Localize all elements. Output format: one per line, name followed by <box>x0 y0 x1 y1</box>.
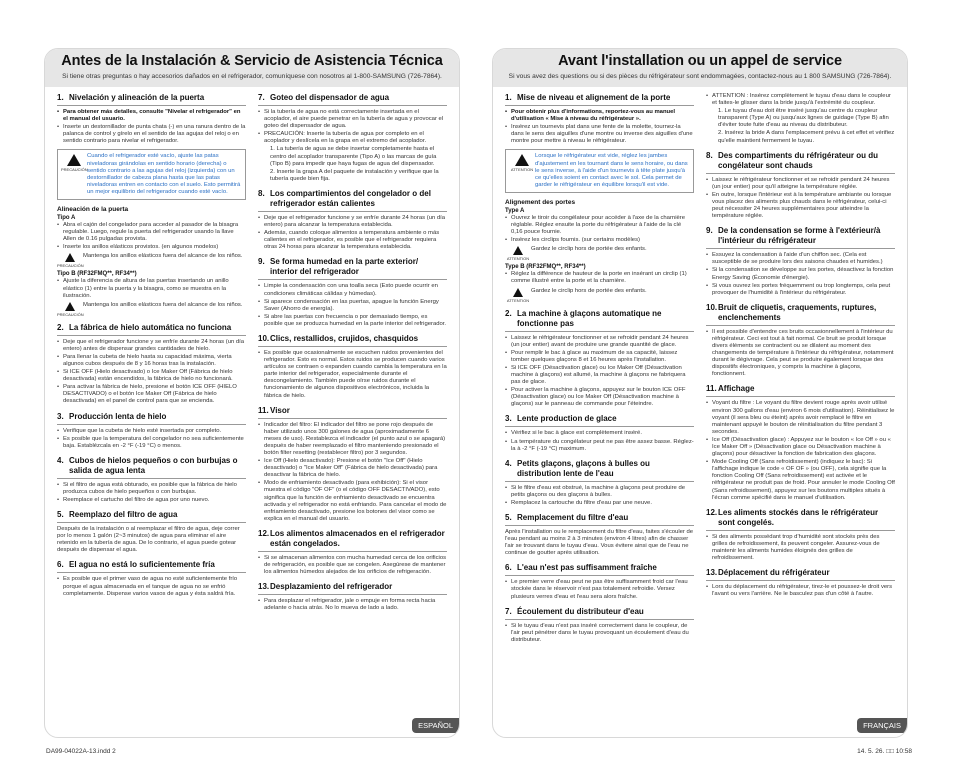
list-item: • Si vous ouvrez les portes fréquemment ou trop longtemps, cela peut provoquer de l'humidité à l'intérieur du réfrigérateur. <box>706 283 895 297</box>
section-title: La fábrica de hielo automática no funciona <box>69 322 232 332</box>
note-text: Mantenga los anillos elásticos fuera del alcance de los niños. <box>83 253 243 260</box>
list-item: • Verifique que la cubeta de hielo esté insertada por completo. <box>57 428 246 435</box>
list-item: • Ouvrez le tiroir du congélateur pour accéder à l'axe de la charnière réglable. Réglez ensuite la porte du réfrigérateur à l'aide de la clé 0,16 pouce fournie. <box>505 215 694 236</box>
section-title: Nivelación y alineación de la puerta <box>69 93 205 102</box>
caution-box <box>57 149 246 200</box>
column-left <box>505 93 694 715</box>
caution-label: ATTENTION <box>510 167 534 173</box>
caution-text: Cuando el refrigerador esté vacío, ajuste las patas niveladoras girándolas en sentido horario (derecha) o sentido contrario a las agujas del reloj (izquierda) con un destornillador de cabeza plana hasta que las patas niveladoras entren en contacto con el suelo. Esto permitirá un mejor equilibrio del refrigerador cuando esté vacío. <box>87 153 241 195</box>
section-title: Des compartiments du réfrigérateur ou du congélateur sont chauds <box>718 150 879 170</box>
list-item: • En outre, lorsque l'intérieur est à la température ambiante ou lorsque vous placez des aliments plus chauds dans le réfrigérateur, celui-ci peut nécessiter 24 heures supplémentaires pour atteindre la température réglée. <box>706 192 895 220</box>
list-item: • Réglez la différence de hauteur de la porte en insérant un circlip (1) comme illustré entre la porte et la charnière. <box>505 271 694 285</box>
section-number: 2. <box>57 322 64 332</box>
section-1 <box>57 93 246 317</box>
section-number: 3. <box>505 414 512 424</box>
section-number: 6. <box>57 560 64 570</box>
caution-label: ATTENTION <box>506 256 530 262</box>
section-title: Cubos de hielos pequeños o con burbujas o salida de agua lenta <box>69 455 238 475</box>
section-9 <box>258 257 447 328</box>
list-item: • Si des aliments possédant trop d'humidité sont stockés près des grilles de refroidissement, ils peuvent congeler. Assurez-vous de maintenir les aliments humides éloignés des grilles de refroidissement. <box>706 534 895 562</box>
section-number: 4. <box>57 455 64 465</box>
section-13 <box>258 582 447 612</box>
section-title: Mise de niveau et alignement de la porte <box>517 93 671 102</box>
list-item: 2. Insérez la bride A dans l'emplacement prévu à cet effet et vérifiez qu'elle maintient fermement le tuyau. <box>718 130 895 144</box>
section-number: 5. <box>57 510 64 520</box>
list-item: • Insérez les circlips fournis. (sur certains modèles) <box>505 237 694 244</box>
section-title: Reemplazo del filtro de agua <box>69 510 178 520</box>
section-2 <box>57 323 246 406</box>
list-item: • Para obtener más detalles, consulte "Nivelar el refrigerador" en el manual del usuario. <box>57 109 246 123</box>
caution-icon <box>513 288 523 297</box>
list-item: • Es posible que el primer vaso de agua no esté suficientemente frío porque el agua almacenada en el tanque de agua no se enfrió completamente. Dispense varios vasos de agua y ésta saldrá fría. <box>57 576 246 597</box>
caution-icon <box>65 302 75 311</box>
list-item: • Ice Off (Hielo desactivado): Presione el botón "Ice Off" (Hielo desactivado) o "Ice Maker Off" (Fábrica de hielo desactivada) para desactivar la fábrica de hielo. <box>258 458 447 479</box>
type-label: Tipo A <box>57 215 76 222</box>
section-title: Clics, restallidos, crujidos, chasquidos <box>270 333 419 343</box>
list-item: • La température du congélateur peut ne pas être assez basse. Réglez-la à -2 °F (-19 °C) maximum. <box>505 439 694 453</box>
section-6 <box>505 563 694 600</box>
section-title: Lente production de glace <box>517 414 617 424</box>
section-4 <box>505 459 694 507</box>
section-2 <box>505 309 694 409</box>
section-title: Bruit de cliquetis, craquements, ruptures, enclenchements <box>718 302 877 322</box>
language-tab: ESPAÑOL <box>412 718 459 733</box>
list-item: • Limpie la condensación con una toalla seca (Esto puede ocurrir en condiciones climáticas cálidas y húmedas). <box>258 283 447 297</box>
list-item: • Laissez le réfrigérateur fonctionner et se refroidir pendant 24 heures (un jour entier) avant de produire une grande quantité de glace. <box>505 335 694 349</box>
note <box>505 246 694 261</box>
list-item: • Indicador del filtro: El indicador del filtro se pone rojo después de haber utilizado unos 300 galones de agua (aproximadamente 6 meses de uso). Restablezca el indicador (el punto azul o se apagará) después de haber reemplazado el filtro manteniendo presionado el botón filter resetting (restablecer filtro) por 3 segundos. <box>258 422 447 457</box>
section-3 <box>57 412 246 450</box>
section-12 <box>258 529 447 576</box>
section-title: Los compartimientos del congelador o del refrigerador están calientes <box>270 188 431 208</box>
section-number: 8. <box>706 150 713 160</box>
caution-icon <box>515 154 529 166</box>
section-title: Écoulement du distributeur d'eau <box>517 606 644 616</box>
section-number: 10. <box>706 302 718 312</box>
subheading: Alignement des portes <box>505 198 576 206</box>
page-subtitle: Si tiene otras preguntas o hay accesorios dañados en el refrigerador, comuníquese con nosotros al 1-800-SAMSUNG (726-7864). <box>62 73 442 80</box>
list-item: • Insérez un tournevis plat dans une fente de la molette, tournez-la dans le sens des aiguilles d'une montre ou inverse des aiguilles d'une montre pour mettre à niveau le réfrigérateur. <box>505 124 694 145</box>
list-item: • Reemplace el cartucho del filtro de agua por uno nuevo. <box>57 497 246 504</box>
list-item: • Para activar la fábrica de hielo, presione el botón ICE OFF (HIELO DESACTIVADO) o el botón Ice Maker Off (Fábrica de hielo desactivada) en el panel de control para que se encienda. <box>57 384 246 405</box>
list-item: • Además, cuando coloque alimentos a temperatura ambiente o más calientes en el refrigerador, es posible que el refrigerador requiera otras 24 horas para alcanzar la temperatura establecida. <box>258 230 447 251</box>
section-number: 9. <box>706 226 713 236</box>
section-6 <box>57 560 246 597</box>
page-title: Avant l'installation ou un appel de service <box>558 53 842 69</box>
list-item: 1. La tubería de agua se debe insertar completamente hasta el centro del acoplador transparente (Tipo A) o las marcas de guía (Tipo B) para impedir que haya fugas de agua del dispensador. <box>270 146 437 167</box>
caution-label: PRECAUCIÓN <box>57 311 84 317</box>
section-number: 11. <box>706 384 717 394</box>
section-title: La machine à glaçons automatique ne fonctionne pas <box>517 308 662 328</box>
section-number: 2. <box>505 308 512 318</box>
list-item: • Si la tubería de agua no está correctamente insertada en el acoplador, el aire puede penetrar en la tubería de agua y provocar el goteo del dispensador de agua. <box>258 109 447 130</box>
section-title: Los alimentos almacenados en el refrigerador están congelados. <box>270 528 445 548</box>
list-item: • Pour obtenir plus d'informations, reportez-vous au manuel d'utilisation « Mise à niveau du réfrigérateur ». <box>505 109 694 123</box>
list-item: • Si el filtro de agua está obturado, es posible que la fábrica de hielo produzca cubos de hielo pequeños o con burbujas. <box>57 482 246 496</box>
type-label: Type A <box>505 207 525 214</box>
paragraph: Après l'installation ou le remplacement du filtre d'eau, faites s'écouler de l'eau pendant au moins 2 à 3 minutes (environ 4 litres) afin de chasser l'air se trouvant dans le tuyau d'eau. Vous évitere ainsi que de l'eau ne continue de goutter après utilisation. <box>505 529 694 557</box>
section-1 <box>505 93 694 303</box>
caution-icon <box>67 154 81 166</box>
section-12 <box>706 508 895 562</box>
list-item: • ATTENTION : Insérez complètement le tuyau d'eau dans le coupleur et faites-le glisser dans la bride jusqu'à l'extrémité du coupleur. <box>706 93 895 107</box>
caution-icon <box>65 253 75 262</box>
section-10 <box>706 303 895 379</box>
page-header <box>493 49 907 87</box>
section-title: Déplacement du réfrigérateur <box>718 568 830 578</box>
list-item: • Si ICE OFF (Hielo desactivado) o Ice Maker Off (Fábrica de hielo desactivada) están encendidos, la fábrica de hielo no funcionará. <box>57 369 246 383</box>
list-item: • Essuyez la condensation à l'aide d'un chiffon sec. (Cela est susceptible de se produire lors des saisons chaudes et humides.) <box>706 252 895 266</box>
list-item: • Laissez le réfrigérateur fonctionner et se refroidir pendant 24 heures (un jour entier) pour qu'il atteigne la température réglée. <box>706 177 895 191</box>
list-item: • Inserte los anillos elásticos provistos. (en algunos modelos) <box>57 244 246 251</box>
column-right <box>258 93 447 715</box>
section-7-continued <box>706 93 895 145</box>
section-5 <box>505 513 694 557</box>
french-page <box>492 48 908 738</box>
section-number: 3. <box>57 411 64 421</box>
section-number: 7. <box>505 606 512 616</box>
spanish-page <box>44 48 460 738</box>
section-10 <box>258 334 447 400</box>
list-item: • Si ICE OFF (Désactivation glace) ou Ice Maker Off (Désactivation machine à glaçons) est allumé, la machine à glaçons ne fabriquera pas de glace. <box>505 365 694 386</box>
section-title: El agua no está lo suficientemente fría <box>69 560 215 570</box>
section-title: Desplazamiento del refrigerador <box>270 582 393 592</box>
paragraph: Después de la instalación o al reemplazar el filtro de agua, deje correr por lo menos 1 galón (2~3 minutos) de agua para eliminar el aire retenido en la tubería de agua. De lo contrario, el agua puede gotear después de dispensar el agua. <box>57 526 240 554</box>
note-text: Gardez le circlip hors de portée des enfants. <box>531 246 647 253</box>
list-item: • Pour activer la machine à glaçons, appuyez sur le bouton ICE OFF (Désactivation glace) ou Ice Maker Off (Désactivation machine à glaçons) sur le panneau de commande pour l'éteindre. <box>505 387 694 408</box>
list-item: • Abra el cajón del congelador para acceder al pasador de la bisagra regulable. Luego, regule la puerta del refrigerador usando la llave Allen de 0.16 pulgadas provista. <box>57 222 246 243</box>
list-item: • Il est possible d'entendre ces bruits occasionnellement à l'intérieur du réfrigérateur. Ceci est tout à fait normal. Ce bruit se produit lorsque divers éléments se contractent ou se dilatent au moment des changements de température à l'intérieur du réfrigérateur, notamment durant le dégivrage. Cela peut se produire également lorsque des dispositifs électroniques, y compris la machine à glaçons, fonctionnent. <box>706 329 895 379</box>
section-title: Se forma humedad en la parte exterior/ interior del refrigerador <box>270 257 419 277</box>
page-subtitle: Si vous avez des questions ou si des pièces du réfrigérateur sont endommagées, contactez-nous au 1 800 SAMSUNG (726-7864). <box>508 73 892 80</box>
section-13 <box>706 568 895 598</box>
section-number: 5. <box>505 513 512 522</box>
list-item: • Deje que el refrigerador funcione y se enfríe durante 24 horas (un día entero) para alcanzar la temperatura establecida. <box>258 215 447 229</box>
section-8 <box>706 151 895 221</box>
list-item: • Lors du déplacement du réfrigérateur, tirez-le et poussez-le droit vers l'avant ou vers l'arrière. Ne le basculez pas d'un côté à l'autre. <box>706 584 895 598</box>
list-item: • Inserte un destornillador de punta chata (-) en una ranura dentro de la palanca de control y gírelo en el sentido de las agujas del reloj o en sentido contrario para nivelar el refrigerador. <box>57 124 246 145</box>
section-3 <box>505 414 694 452</box>
list-item: • Deje que el refrigerador funcione y se enfríe durante 24 horas (un día entero) antes de dispensar grandes cantidades de hielo. <box>57 339 246 353</box>
list-item: • Para llenar la cubeta de hielo hasta su capacidad máxima, vierta algunos cubos después de 8 y 16 horas tras la instalación. <box>57 354 246 368</box>
section-number: 12. <box>706 507 718 517</box>
section-9 <box>706 226 895 297</box>
section-4 <box>57 456 246 504</box>
list-item: • Si abre las puertas con frecuencia o por demasiado tiempo, es posible que se produzca humedad en la parte interior del refrigerador. <box>258 314 447 328</box>
section-title: Les aliments stockés dans le réfrigérateur sont congelés. <box>718 507 879 527</box>
subheading: Alineación de la puerta <box>57 206 129 214</box>
list-item: • Vérifiez si le bac à glace est complètement inséré. <box>505 430 694 437</box>
language-tab: FRANÇAIS <box>857 718 907 733</box>
section-7 <box>505 607 694 644</box>
section-number: 8. <box>258 188 265 198</box>
list-item: • Para desplazar el refrigerador, jale o empuje en forma recta hacia adelante o hacia atrás. No lo mueva de lado a lado. <box>258 598 447 612</box>
section-title: De la condensation se forme à l'extérieur/à l'intérieur du réfrigérateur <box>718 226 881 246</box>
section-number: 6. <box>505 563 512 573</box>
footer-file-name: DA99-04022A-13.indd 2 <box>46 748 116 755</box>
caution-icon <box>513 246 523 255</box>
column-right <box>706 93 895 715</box>
caution-label: PRECAUCIÓN <box>61 167 88 173</box>
list-item: • Mode Cooling Off (Sans refroidissement) (indiquez le bac): Si l'affichage indique le code « OF OF » (ou OFF), cela signifie que la fonction Cooling Off (Sans refroidissement) est activée et le réfrigérateur ne produit pas de froid. Pour annuler le mode Cooling Off (Sans refroidissement), appuyez sur les boutons multiples situés à l'écran comme spécifié dans le manuel d'utilisation. <box>706 459 895 502</box>
section-title: L'eau n'est pas suffisamment fraîche <box>517 563 657 573</box>
list-item: • Si le tuyau d'eau n'est pas inséré correctement dans le coupleur, de l'air peut pénétrer dans le tuyau provoquant un écoulement d'eau du distributeur. <box>505 623 694 644</box>
list-item: • Es posible que la temperatura del congelador no sea suficientemente baja. Establézcala en -2 °F (-19 °C) o menos. <box>57 436 246 450</box>
caution-box <box>505 149 694 192</box>
list-item: • Ajuste la diferencia de altura de las puertas insertando un anillo elástico (1) entre la puerta y la bisagra, como se muestra en la ilustración. <box>57 278 246 299</box>
section-number: 10. <box>258 333 270 343</box>
section-title: Goteo del dispensador de agua <box>270 93 390 102</box>
section-number: 9. <box>258 257 265 267</box>
list-item: 2. Inserte la grapa A del paquete de instalación y verifique que la tubería quede bien fija. <box>270 168 439 182</box>
list-item: • Pour remplir le bac à glace au maximum de sa capacité, laissez tomber quelques glaçons 8 et 16 heures après l'installation. <box>505 350 694 364</box>
list-item: • Voyant du filtre : Le voyant du filtre devient rouge après avoir utilisé environ 300 gallons d'eau (environ 6 mois d'utilisation). Réinitialisez le voyant (il sera bleu ou éteint) après avoir remplacé le filtre en maintenant appuyé le bouton de réinitialisation du filtre pendant 3 secondes. <box>706 400 895 435</box>
section-number: 13. <box>258 582 270 592</box>
section-title: Affichage <box>718 384 755 394</box>
section-title: Remplacement du filtre d'eau <box>517 513 629 522</box>
column-left <box>57 93 246 715</box>
section-number: 1. <box>505 93 512 102</box>
caution-label: ATTENTION <box>506 297 530 303</box>
section-title: Petits glaçons, glaçons à bulles ou distribution lente de l'eau <box>517 458 650 478</box>
section-number: 4. <box>505 458 512 468</box>
section-11 <box>258 406 447 523</box>
list-item: • Modo de enfriamiento desactivado (para exhibición): Si el visor muestra el código "OF OF" (o el código OFF DESACTIVADO), esto significa que la función de enfriamiento desactivado se encuentra activada y el refrigerador no está enfriando. Para cancelar el modo de enfriamiento desactivado, presione los botones del visor como se explica en el manual del usuario. <box>258 480 447 523</box>
list-item: • Remplacez la cartouche du filtre d'eau par une neuve. <box>505 500 694 507</box>
section-number: 11. <box>258 405 269 415</box>
section-11 <box>706 384 895 501</box>
section-number: 1. <box>57 93 64 102</box>
list-item: • Es posible que ocasionalmente se escuchen ruidos provenientes del refrigerador. Esto es normal. Estos ruidos se producen cuando varios artículos se contraen o expanden cuando cambia la temperatura en la parte interior del refrigerador, especialmente durante el descongelamiento. También puede oírse ruidos durante el funcionamiento de algunos dispositivos electrónicos, incluida la fábrica de hielo. <box>258 350 447 400</box>
section-title: Producción lenta de hielo <box>69 411 167 421</box>
note <box>57 302 246 317</box>
list-item: • Si se almacenan alimentos con mucha humedad cerca de los orificios de refrigeración, es posible que se congelen. Asegúrese de mantener los alimentos húmedos alejados de los orificios de refrigeración. <box>258 555 447 576</box>
section-number: 13. <box>706 568 718 578</box>
list-item: • Le premier verre d'eau peut ne pas être suffisamment froid car l'eau stockée dans le réservoir n'est pas totalement refroidie. Versez plusieurs verres d'eau et l'eau sera alors fraîche. <box>505 579 694 600</box>
list-item: • Ice Off (Désactivation glace) : Appuyez sur le bouton « Ice Off » ou « Ice Maker Off » (Désactivation glace ou Désactivation machine à glaçons) pour désactiver la fonction de fabrication des glaçons. <box>706 437 895 458</box>
list-item: 1. Le tuyau d'eau doit être inséré jusqu'au centre du coupleur transparent (Type A) ou jusqu'aux lignes de guidage (Type B) afin d'éviter toute fuite d'eau au niveau du distributeur. <box>718 108 889 129</box>
type-label: Type B (RF32FMQ**, RF34**) <box>505 264 586 271</box>
type-label: Tipo B (RF32FMQ**, RF34**) <box>57 271 137 278</box>
list-item: • Si aparece condensación en las puertas, apague la función Energy Saver (Ahorro de energía). <box>258 299 447 313</box>
note-text: Mantenga los anillos elásticos fuera del alcance de los niños. <box>83 301 243 308</box>
section-number: 7. <box>258 93 265 102</box>
section-5 <box>57 510 246 554</box>
note <box>57 253 246 268</box>
caution-label: PRECAUCIÓN <box>57 263 84 269</box>
caution-text: Lorsque le réfrigérateur est vide, réglez les jambes d'ajustement en les tournant dans le sens horaire, ou dans le sens inverse, à l'aide d'un tournevis à tête plate jusqu'à ce qu'elles soient en contact avec le sol. Cela permet de garder le réfrigérateur en équilibre lorsqu'il est vide. <box>535 153 688 188</box>
section-8 <box>258 189 447 251</box>
page-title: Antes de la Instalación & Servicio de Asistencia Técnica <box>61 53 443 69</box>
footer-timestamp: 14. 5. 26. □□ 10:58 <box>857 748 912 755</box>
list-item: • Si le filtre d'eau est obstrué, la machine à glaçons peut produire de petits glaçons ou des glaçons à bulles. <box>505 485 694 499</box>
section-number: 12. <box>258 528 270 538</box>
page-header <box>45 49 459 87</box>
section-7 <box>258 93 447 183</box>
note-text: Gardez le circlip hors de portée des enfants. <box>531 287 647 294</box>
section-title: Visor <box>270 405 290 415</box>
list-item: • Si la condensation se développe sur les portes, désactivez la fonction Energy Saving (Économie d'énergie). <box>706 267 895 281</box>
list-item: • PRECAUCIÓN: Inserte la tubería de agua por completo en el acoplador y deslícela en la grapa en el extremo del acoplador. <box>258 131 447 145</box>
note <box>505 288 694 303</box>
